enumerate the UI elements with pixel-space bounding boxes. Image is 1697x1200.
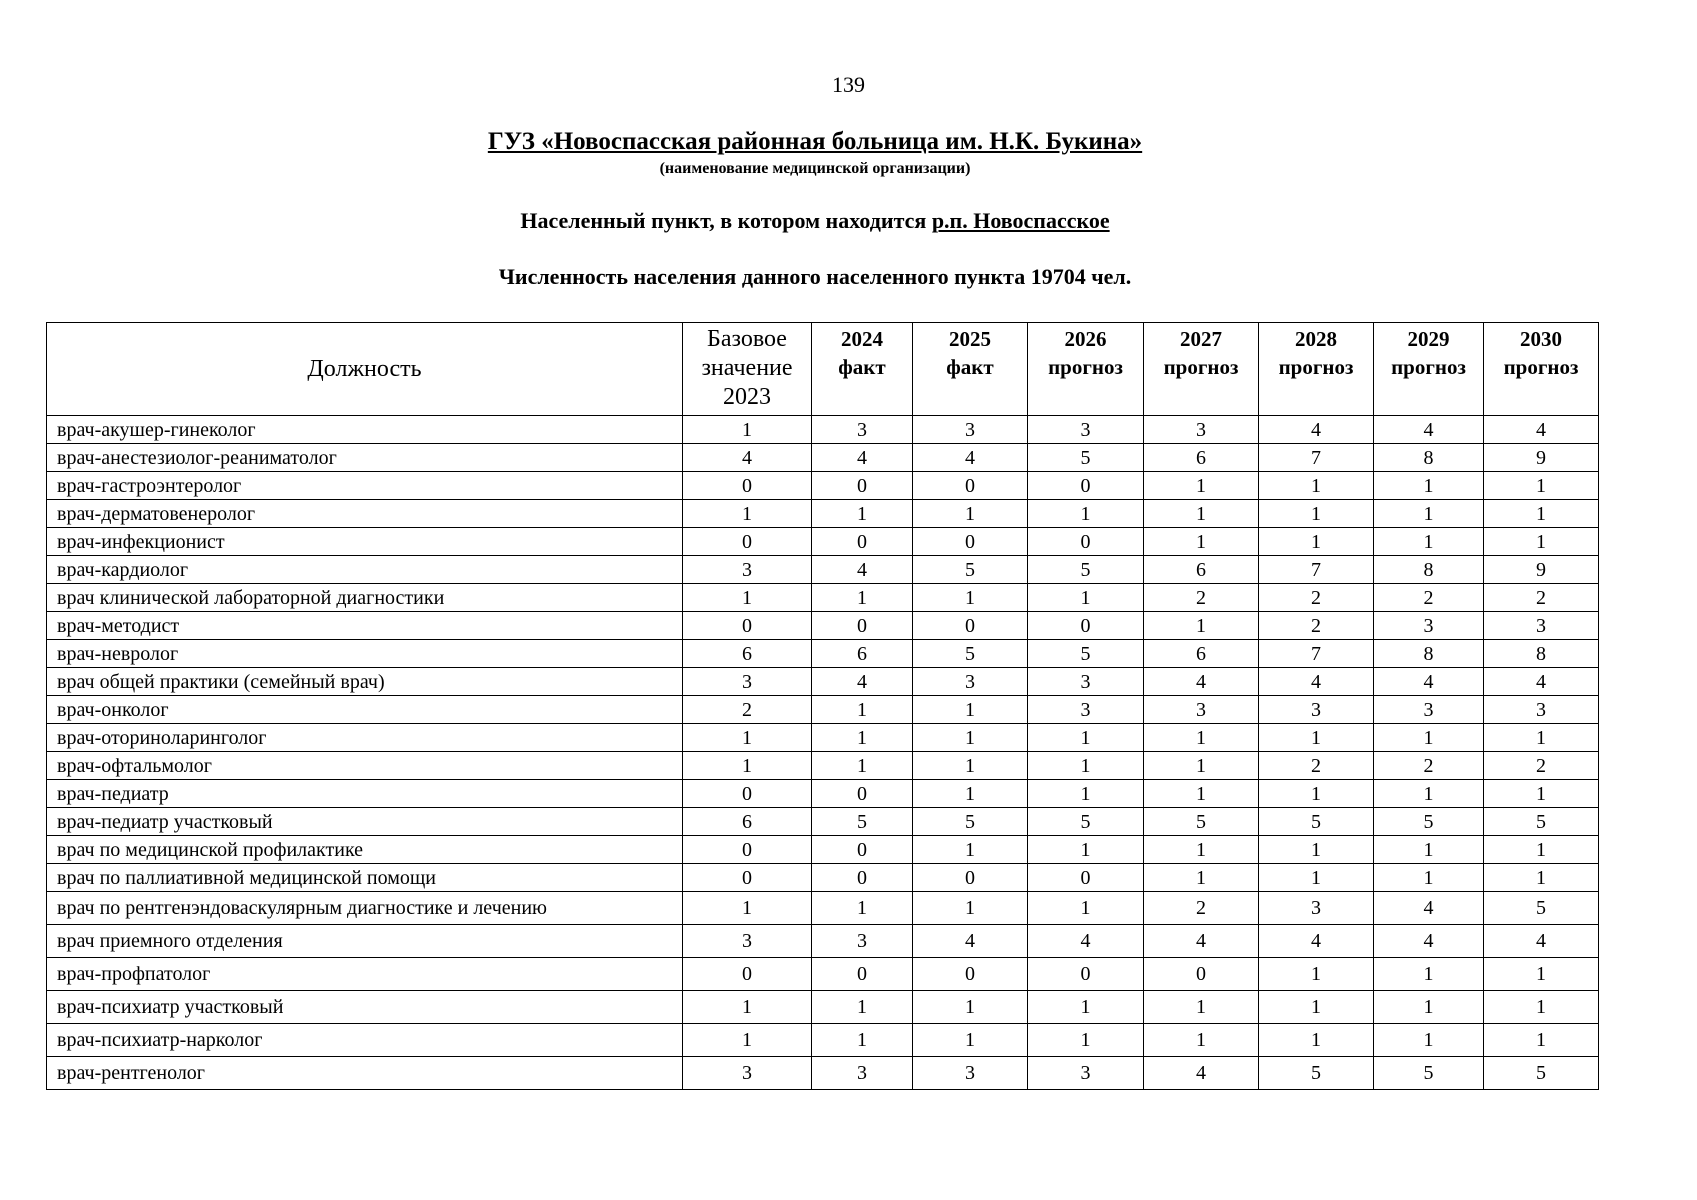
cell-value: 5 xyxy=(1484,1057,1599,1090)
cell-value: 1 xyxy=(1144,991,1259,1024)
cell-value: 2 xyxy=(1259,612,1374,640)
cell-value: 5 xyxy=(913,640,1028,668)
cell-value: 1 xyxy=(913,752,1028,780)
cell-value: 8 xyxy=(1484,640,1599,668)
cell-position: врач-оториноларинголог xyxy=(47,724,683,752)
cell-value: 1 xyxy=(683,416,812,444)
cell-value: 3 xyxy=(812,1057,913,1090)
cell-value: 7 xyxy=(1259,556,1374,584)
cell-position: врач-офтальмолог xyxy=(47,752,683,780)
cell-value: 3 xyxy=(1259,892,1374,925)
cell-value: 1 xyxy=(1484,864,1599,892)
cell-value: 1 xyxy=(1144,724,1259,752)
cell-value: 2 xyxy=(1144,584,1259,612)
cell-value: 1 xyxy=(1028,991,1144,1024)
table-row xyxy=(47,836,1599,864)
table-header-row xyxy=(47,323,1599,416)
cell-value: 5 xyxy=(1028,808,1144,836)
cell-value: 1 xyxy=(1484,780,1599,808)
cell-value: 0 xyxy=(683,864,812,892)
cell-position: врач-методист xyxy=(47,612,683,640)
cell-value: 5 xyxy=(913,808,1028,836)
cell-value: 1 xyxy=(1028,780,1144,808)
cell-value: 0 xyxy=(812,612,913,640)
cell-value: 1 xyxy=(1144,500,1259,528)
cell-position: врач-инфекционист xyxy=(47,528,683,556)
cell-position: врач-невролог xyxy=(47,640,683,668)
cell-value: 1 xyxy=(1374,1024,1484,1057)
page-number: 139 xyxy=(832,72,865,97)
cell-value: 4 xyxy=(683,444,812,472)
cell-value: 0 xyxy=(913,528,1028,556)
header-2028: 2028 прогноз xyxy=(1259,323,1374,416)
cell-value: 6 xyxy=(683,640,812,668)
cell-value: 1 xyxy=(1484,472,1599,500)
cell-value: 1 xyxy=(1484,1024,1599,1057)
table-row xyxy=(47,444,1599,472)
cell-value: 1 xyxy=(1144,836,1259,864)
cell-value: 4 xyxy=(1484,416,1599,444)
cell-value: 1 xyxy=(1374,864,1484,892)
cell-value: 3 xyxy=(1028,416,1144,444)
table-row xyxy=(47,416,1599,444)
cell-value: 1 xyxy=(1259,1024,1374,1057)
cell-value: 1 xyxy=(1259,836,1374,864)
table-row xyxy=(47,696,1599,724)
cell-value: 1 xyxy=(1374,724,1484,752)
table-row xyxy=(47,640,1599,668)
cell-value: 9 xyxy=(1484,556,1599,584)
cell-value: 1 xyxy=(913,991,1028,1024)
cell-value: 0 xyxy=(812,958,913,991)
cell-value: 1 xyxy=(1374,836,1484,864)
header-base-value: Базовое значение 2023 xyxy=(683,323,812,416)
cell-value: 1 xyxy=(812,724,913,752)
table-row xyxy=(47,752,1599,780)
table-row xyxy=(47,780,1599,808)
table-row xyxy=(47,1057,1599,1090)
cell-value: 3 xyxy=(913,416,1028,444)
cell-value: 2 xyxy=(1484,584,1599,612)
cell-value: 5 xyxy=(1259,1057,1374,1090)
cell-value: 1 xyxy=(683,724,812,752)
cell-value: 6 xyxy=(812,640,913,668)
header-2025: 2025 факт xyxy=(913,323,1028,416)
cell-value: 4 xyxy=(913,444,1028,472)
cell-value: 4 xyxy=(1484,925,1599,958)
cell-value: 9 xyxy=(1484,444,1599,472)
cell-value: 5 xyxy=(1028,556,1144,584)
cell-value: 4 xyxy=(812,444,913,472)
cell-value: 5 xyxy=(1144,808,1259,836)
cell-value: 0 xyxy=(812,780,913,808)
cell-value: 1 xyxy=(812,584,913,612)
cell-value: 3 xyxy=(1374,612,1484,640)
cell-value: 3 xyxy=(1484,612,1599,640)
cell-value: 1 xyxy=(1374,472,1484,500)
header-2029: 2029 прогноз xyxy=(1374,323,1484,416)
cell-position: врач-онколог xyxy=(47,696,683,724)
cell-value: 1 xyxy=(812,752,913,780)
cell-value: 1 xyxy=(913,696,1028,724)
organization-caption: (наименование медицинской организации) xyxy=(659,160,971,177)
table-body xyxy=(47,416,1599,1090)
cell-value: 3 xyxy=(683,556,812,584)
cell-value: 5 xyxy=(1374,1057,1484,1090)
cell-value: 5 xyxy=(1484,808,1599,836)
table-row xyxy=(47,584,1599,612)
cell-value: 3 xyxy=(812,416,913,444)
cell-value: 4 xyxy=(1144,1057,1259,1090)
cell-value: 1 xyxy=(812,500,913,528)
cell-value: 0 xyxy=(1028,958,1144,991)
cell-value: 1 xyxy=(1374,780,1484,808)
cell-value: 1 xyxy=(913,836,1028,864)
cell-value: 1 xyxy=(1374,958,1484,991)
cell-value: 0 xyxy=(683,612,812,640)
cell-value: 1 xyxy=(1028,500,1144,528)
cell-value: 1 xyxy=(1144,612,1259,640)
table-row xyxy=(47,991,1599,1024)
cell-value: 1 xyxy=(1259,958,1374,991)
cell-value: 1 xyxy=(683,1024,812,1057)
cell-value: 1 xyxy=(812,1024,913,1057)
cell-value: 1 xyxy=(1028,724,1144,752)
cell-value: 3 xyxy=(1028,696,1144,724)
table-row xyxy=(47,958,1599,991)
cell-value: 2 xyxy=(1374,752,1484,780)
organization-name xyxy=(0,128,1630,156)
cell-value: 4 xyxy=(1144,925,1259,958)
cell-value: 2 xyxy=(683,696,812,724)
cell-position: врач-гастроэнтеролог xyxy=(47,472,683,500)
settlement-value: р.п. Новоспасское xyxy=(931,208,1110,233)
cell-value: 1 xyxy=(812,991,913,1024)
cell-value: 1 xyxy=(1374,991,1484,1024)
table-row xyxy=(47,864,1599,892)
cell-value: 4 xyxy=(1374,416,1484,444)
staff-table xyxy=(46,322,1599,1090)
cell-position: врач-дерматовенеролог xyxy=(47,500,683,528)
cell-value: 2 xyxy=(1484,752,1599,780)
cell-value: 1 xyxy=(913,500,1028,528)
header-2030: 2030 прогноз xyxy=(1484,323,1599,416)
cell-value: 1 xyxy=(1484,724,1599,752)
cell-value: 0 xyxy=(683,472,812,500)
cell-value: 0 xyxy=(913,612,1028,640)
header-position: Должность xyxy=(47,323,683,416)
cell-value: 0 xyxy=(1028,528,1144,556)
cell-value: 1 xyxy=(913,1024,1028,1057)
cell-value: 4 xyxy=(1144,668,1259,696)
cell-value: 0 xyxy=(812,836,913,864)
cell-position: врач-рентгенолог xyxy=(47,1057,683,1090)
cell-value: 6 xyxy=(1144,556,1259,584)
cell-value: 2 xyxy=(1259,752,1374,780)
cell-value: 1 xyxy=(1259,780,1374,808)
cell-value: 0 xyxy=(812,864,913,892)
cell-position: врач по медицинской профилактике xyxy=(47,836,683,864)
cell-position: врач по рентгенэндоваскулярным диагностике и лечению xyxy=(47,892,683,925)
cell-value: 3 xyxy=(812,925,913,958)
cell-value: 0 xyxy=(913,864,1028,892)
cell-value: 2 xyxy=(1374,584,1484,612)
cell-position: врач приемного отделения xyxy=(47,925,683,958)
cell-value: 1 xyxy=(812,892,913,925)
cell-position: врач общей практики (семейный врач) xyxy=(47,668,683,696)
cell-value: 1 xyxy=(1144,472,1259,500)
cell-value: 5 xyxy=(913,556,1028,584)
cell-value: 1 xyxy=(913,584,1028,612)
cell-value: 1 xyxy=(1259,991,1374,1024)
cell-value: 1 xyxy=(1144,780,1259,808)
cell-value: 3 xyxy=(683,925,812,958)
cell-position: врач-психиатр-нарколог xyxy=(47,1024,683,1057)
cell-value: 1 xyxy=(683,991,812,1024)
header-2024: 2024 факт xyxy=(812,323,913,416)
table-row xyxy=(47,808,1599,836)
cell-value: 3 xyxy=(913,1057,1028,1090)
cell-position: врач-кардиолог xyxy=(47,556,683,584)
cell-value: 2 xyxy=(1144,892,1259,925)
cell-value: 7 xyxy=(1259,444,1374,472)
cell-value: 1 xyxy=(812,696,913,724)
cell-value: 1 xyxy=(1028,1024,1144,1057)
cell-value: 4 xyxy=(1259,668,1374,696)
cell-value: 4 xyxy=(1374,925,1484,958)
cell-value: 3 xyxy=(1259,696,1374,724)
table-row xyxy=(47,724,1599,752)
cell-value: 0 xyxy=(683,958,812,991)
cell-value: 4 xyxy=(1259,925,1374,958)
cell-value: 4 xyxy=(1028,925,1144,958)
cell-position: врач-акушер-гинеколог xyxy=(47,416,683,444)
table-row xyxy=(47,1024,1599,1057)
cell-value: 1 xyxy=(1028,752,1144,780)
cell-value: 0 xyxy=(1028,864,1144,892)
cell-value: 3 xyxy=(1144,416,1259,444)
cell-value: 4 xyxy=(812,668,913,696)
cell-value: 0 xyxy=(683,780,812,808)
cell-value: 0 xyxy=(683,528,812,556)
cell-value: 4 xyxy=(913,925,1028,958)
cell-value: 2 xyxy=(1259,584,1374,612)
table-row xyxy=(47,612,1599,640)
cell-value: 1 xyxy=(1259,500,1374,528)
header-2026: 2026 прогноз xyxy=(1028,323,1144,416)
cell-value: 4 xyxy=(1259,416,1374,444)
cell-value: 1 xyxy=(1484,528,1599,556)
cell-value: 3 xyxy=(1028,668,1144,696)
table-row xyxy=(47,556,1599,584)
cell-value: 1 xyxy=(913,780,1028,808)
cell-value: 1 xyxy=(1259,472,1374,500)
cell-value: 1 xyxy=(913,892,1028,925)
cell-value: 1 xyxy=(1028,584,1144,612)
cell-value: 1 xyxy=(1484,836,1599,864)
cell-value: 1 xyxy=(1028,892,1144,925)
cell-value: 6 xyxy=(683,808,812,836)
cell-value: 1 xyxy=(1144,752,1259,780)
cell-value: 5 xyxy=(1028,444,1144,472)
cell-value: 3 xyxy=(1484,696,1599,724)
table-row xyxy=(47,892,1599,925)
cell-position: врач-анестезиолог-реаниматолог xyxy=(47,444,683,472)
cell-value: 1 xyxy=(683,892,812,925)
table-row xyxy=(47,668,1599,696)
cell-value: 3 xyxy=(913,668,1028,696)
cell-value: 1 xyxy=(1259,864,1374,892)
cell-value: 1 xyxy=(1259,724,1374,752)
cell-value: 4 xyxy=(1374,668,1484,696)
cell-value: 1 xyxy=(683,584,812,612)
cell-position: врач-психиатр участковый xyxy=(47,991,683,1024)
cell-value: 3 xyxy=(1028,1057,1144,1090)
cell-value: 3 xyxy=(683,1057,812,1090)
organization-name-text: ГУЗ «Новоспасская районная больница им. Н.К. Букина» xyxy=(487,128,1143,155)
header-2027: 2027 прогноз xyxy=(1144,323,1259,416)
cell-value: 1 xyxy=(1144,528,1259,556)
cell-value: 1 xyxy=(1144,864,1259,892)
settlement-label: Населенный пункт, в котором находится xyxy=(520,208,932,233)
cell-value: 1 xyxy=(1144,1024,1259,1057)
cell-position: врач клинической лабораторной диагностики xyxy=(47,584,683,612)
cell-value: 6 xyxy=(1144,444,1259,472)
cell-value: 3 xyxy=(1374,696,1484,724)
cell-value: 8 xyxy=(1374,640,1484,668)
cell-value: 1 xyxy=(1374,500,1484,528)
cell-value: 0 xyxy=(913,472,1028,500)
cell-value: 0 xyxy=(1028,472,1144,500)
cell-value: 0 xyxy=(812,528,913,556)
cell-value: 0 xyxy=(913,958,1028,991)
cell-value: 4 xyxy=(1484,668,1599,696)
cell-value: 1 xyxy=(1374,528,1484,556)
cell-value: 0 xyxy=(1028,612,1144,640)
cell-value: 8 xyxy=(1374,444,1484,472)
cell-value: 4 xyxy=(1374,892,1484,925)
cell-value: 8 xyxy=(1374,556,1484,584)
cell-value: 3 xyxy=(683,668,812,696)
cell-value: 1 xyxy=(1484,991,1599,1024)
cell-position: врач по паллиативной медицинской помощи xyxy=(47,864,683,892)
cell-value: 1 xyxy=(1484,958,1599,991)
cell-position: врач-профпатолог xyxy=(47,958,683,991)
cell-value: 7 xyxy=(1259,640,1374,668)
table-row xyxy=(47,500,1599,528)
cell-value: 1 xyxy=(683,752,812,780)
cell-value: 5 xyxy=(1028,640,1144,668)
table-row xyxy=(47,528,1599,556)
cell-position: врач-педиатр xyxy=(47,780,683,808)
cell-value: 5 xyxy=(1374,808,1484,836)
cell-value: 1 xyxy=(913,724,1028,752)
cell-value: 3 xyxy=(1144,696,1259,724)
cell-position: врач-педиатр участковый xyxy=(47,808,683,836)
cell-value: 6 xyxy=(1144,640,1259,668)
cell-value: 1 xyxy=(1028,836,1144,864)
cell-value: 0 xyxy=(1144,958,1259,991)
cell-value: 1 xyxy=(683,500,812,528)
cell-value: 1 xyxy=(1259,528,1374,556)
cell-value: 0 xyxy=(812,472,913,500)
table-row xyxy=(47,925,1599,958)
cell-value: 4 xyxy=(812,556,913,584)
population-line: Численность населения данного населенного пункта 19704 чел. xyxy=(498,264,1132,289)
cell-value: 1 xyxy=(1484,500,1599,528)
cell-value: 5 xyxy=(1484,892,1599,925)
table-row xyxy=(47,472,1599,500)
cell-value: 5 xyxy=(812,808,913,836)
settlement-line xyxy=(0,208,1630,234)
cell-value: 0 xyxy=(683,836,812,864)
cell-value: 5 xyxy=(1259,808,1374,836)
